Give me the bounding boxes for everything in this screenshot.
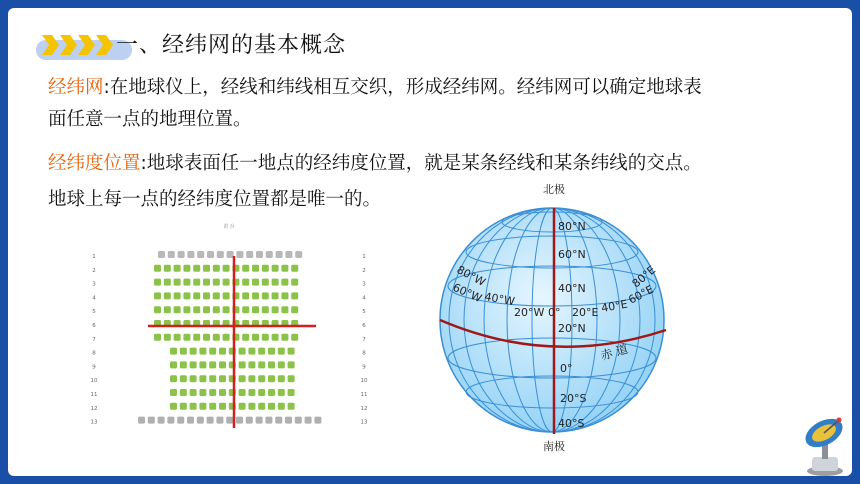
seat [203, 265, 210, 272]
seat [213, 279, 220, 286]
longitude-label: 80°W [454, 263, 488, 289]
seat [291, 306, 298, 313]
seat [262, 292, 269, 299]
seat [183, 279, 190, 286]
row-number: 4 [92, 295, 96, 302]
seat [164, 306, 171, 313]
seat [258, 389, 265, 396]
latitude-label: 60°N [558, 248, 586, 261]
latitude-label: 20°N [558, 322, 586, 335]
seat [246, 251, 253, 258]
row-number: 1 [92, 254, 96, 260]
seat [197, 251, 204, 258]
seat [223, 265, 230, 272]
seat [174, 292, 181, 299]
seat [281, 265, 288, 272]
seat [272, 306, 279, 313]
term-position: 经纬度位置 [48, 153, 141, 174]
seat [281, 292, 288, 299]
seat [248, 348, 255, 355]
seat [199, 361, 206, 368]
seat [213, 306, 220, 313]
seat [219, 348, 226, 355]
row-number: 6 [92, 323, 96, 329]
row-number: 13 [90, 419, 98, 426]
longitude-label: 40°E [600, 297, 629, 315]
seat [180, 389, 187, 396]
row-number: 2 [362, 267, 366, 274]
seat [203, 279, 210, 286]
classroom-seating-diagram [80, 220, 378, 432]
seat [278, 375, 285, 382]
seat [187, 417, 194, 424]
seat [276, 251, 283, 258]
slide [8, 8, 852, 476]
seat [272, 265, 279, 272]
row-number: 12 [90, 405, 98, 412]
seat [183, 265, 190, 272]
seat [209, 348, 216, 355]
seat [239, 389, 246, 396]
seat [217, 251, 224, 258]
latitude-label: 40°N [558, 282, 586, 295]
seat [272, 334, 279, 341]
seat [272, 279, 279, 286]
seat [248, 389, 255, 396]
longitude-label: 60°E [626, 282, 656, 307]
seat [268, 361, 275, 368]
seat [239, 348, 246, 355]
row-number: 8 [362, 350, 366, 357]
seat [213, 265, 220, 272]
seat [164, 279, 171, 286]
seat [207, 251, 214, 258]
seat [288, 361, 295, 368]
seat [193, 265, 200, 272]
row-number: 7 [92, 336, 96, 343]
seat [278, 361, 285, 368]
seat [295, 251, 302, 258]
row-number: 3 [362, 281, 366, 288]
section-header [32, 22, 552, 62]
seat [248, 361, 255, 368]
seat [174, 306, 181, 313]
seat [180, 361, 187, 368]
seat [281, 279, 288, 286]
page-title: 一、经纬网的基本概念 [116, 33, 347, 58]
seat [168, 251, 175, 258]
seat [183, 306, 190, 313]
seat [256, 251, 263, 258]
row-number: 12 [360, 405, 368, 412]
seat [239, 403, 246, 410]
definition-text: :在地球仪上，经线和纬线相互交织，形成经纬网。经纬网可以确定地球表 [103, 77, 702, 98]
seat [219, 389, 226, 396]
seat [193, 306, 200, 313]
seat [239, 361, 246, 368]
seat [252, 306, 259, 313]
seat [219, 361, 226, 368]
seat [219, 375, 226, 382]
definition-text: :地球表面任一地点的经纬度位置，就是某条经线和某条纬线的交点。 [140, 153, 702, 174]
longitude-label: 20°W [514, 306, 545, 319]
seat [209, 403, 216, 410]
longitude-label: 0° [548, 306, 561, 319]
seat [242, 279, 249, 286]
seat [262, 265, 269, 272]
seat [291, 334, 298, 341]
seat [256, 417, 263, 424]
definition-position [48, 148, 702, 180]
seat [199, 403, 206, 410]
seat [154, 306, 161, 313]
seat [288, 403, 295, 410]
seat [154, 279, 161, 286]
seat [193, 334, 200, 341]
latitude-label: 0° [560, 362, 573, 375]
seat [246, 417, 253, 424]
seat [213, 292, 220, 299]
chevron-right-icon [94, 34, 114, 56]
seat [180, 375, 187, 382]
chevron-right-icon [40, 34, 60, 56]
seat [199, 389, 206, 396]
seat [227, 251, 234, 258]
seat [258, 375, 265, 382]
row-number: 4 [362, 295, 366, 302]
chevron-right-icon [76, 34, 96, 56]
seat [154, 265, 161, 272]
seat [164, 334, 171, 341]
seat [178, 251, 185, 258]
seat [291, 265, 298, 272]
latitude-label: 20°S [560, 392, 587, 405]
seat [174, 334, 181, 341]
row-number: 11 [360, 392, 368, 398]
seat [213, 334, 220, 341]
seat [148, 417, 155, 424]
seat [258, 361, 265, 368]
seat [268, 389, 275, 396]
definition-unique: 地球上每一点的经纬度位置都是唯一的。 [48, 189, 382, 210]
seat [190, 348, 197, 355]
seat [174, 265, 181, 272]
seat [223, 279, 230, 286]
seat [314, 417, 321, 424]
definition-graticule [48, 72, 702, 104]
seat [288, 389, 295, 396]
seat [187, 251, 194, 258]
seat [305, 417, 312, 424]
seat [170, 375, 177, 382]
seat [268, 375, 275, 382]
seat [285, 417, 292, 424]
seat [203, 306, 210, 313]
longitude-label: 20°E [572, 306, 599, 319]
seat [164, 265, 171, 272]
seat [209, 361, 216, 368]
seat [203, 292, 210, 299]
seat [262, 306, 269, 313]
seat [291, 292, 298, 299]
longitude-label: 60°W [450, 280, 484, 306]
seat [239, 375, 246, 382]
row-number: 5 [92, 309, 96, 316]
row-number: 3 [92, 281, 96, 288]
seat [242, 306, 249, 313]
seat [281, 334, 288, 341]
seat [223, 334, 230, 341]
seat [242, 265, 249, 272]
seat [252, 265, 259, 272]
satellite-dish-icon [798, 413, 852, 476]
row-number: 6 [362, 323, 366, 329]
seat [262, 334, 269, 341]
south-pole-label: 南极 [543, 440, 565, 453]
definition-continued: 面任意一点的地理位置。 [48, 109, 252, 130]
latitude-label: 40°S [558, 417, 585, 430]
seat [268, 403, 275, 410]
chevron-arrows-icon [40, 34, 112, 56]
row-number: 1 [362, 254, 366, 260]
seat [248, 375, 255, 382]
seat [288, 375, 295, 382]
north-pole-label: 北极 [543, 183, 565, 196]
seat [190, 361, 197, 368]
seat [180, 403, 187, 410]
seat [164, 292, 171, 299]
longitude-label: 80°E [629, 263, 659, 291]
seat [174, 279, 181, 286]
row-number: 13 [360, 419, 368, 426]
seat [252, 334, 259, 341]
seat [203, 334, 210, 341]
longitude-label: 40°W [483, 290, 516, 309]
seat [266, 251, 273, 258]
seat [193, 279, 200, 286]
seat [190, 389, 197, 396]
seat [295, 417, 302, 424]
seat [177, 417, 184, 424]
seat [258, 403, 265, 410]
seat [242, 334, 249, 341]
seat [291, 279, 298, 286]
chevron-right-icon [58, 34, 78, 56]
seat [278, 403, 285, 410]
seat [158, 251, 165, 258]
row-number: 11 [90, 392, 98, 398]
seat [154, 292, 161, 299]
row-number: 9 [92, 364, 96, 371]
seat [154, 334, 161, 341]
podium-label: 讲 台 [223, 224, 235, 230]
seat [197, 417, 204, 424]
seat [170, 348, 177, 355]
seat [262, 279, 269, 286]
seat [190, 375, 197, 382]
seat [183, 292, 190, 299]
row-number: 10 [90, 378, 98, 385]
seat [219, 403, 226, 410]
seat [278, 389, 285, 396]
seat [272, 292, 279, 299]
seat [258, 348, 265, 355]
row-number: 8 [92, 350, 96, 357]
seat [236, 251, 243, 258]
seat [199, 375, 206, 382]
seat [183, 334, 190, 341]
seat [209, 375, 216, 382]
row-number: 9 [362, 364, 366, 371]
seat [207, 417, 214, 424]
seat [170, 361, 177, 368]
row-number: 5 [362, 309, 366, 316]
row-number: 7 [362, 336, 366, 343]
seat [180, 348, 187, 355]
seat [236, 417, 243, 424]
seat [190, 403, 197, 410]
seat [223, 306, 230, 313]
seat [288, 348, 295, 355]
seat [226, 417, 233, 424]
seat [248, 403, 255, 410]
equator-label: 赤 道 [598, 341, 630, 363]
seat [216, 417, 223, 424]
seat [223, 292, 230, 299]
seat [209, 389, 216, 396]
seat [265, 417, 272, 424]
seat [138, 417, 145, 424]
seat [193, 292, 200, 299]
seat [167, 417, 174, 424]
latitude-label: 80°N [558, 220, 586, 233]
globe-graticule-diagram [426, 180, 676, 456]
seat [170, 403, 177, 410]
row-number: 10 [360, 378, 368, 385]
row-number: 2 [92, 267, 96, 274]
seat [275, 417, 282, 424]
seat [158, 417, 165, 424]
term-graticule: 经纬网 [48, 77, 104, 98]
seat [170, 389, 177, 396]
seat [199, 348, 206, 355]
seat [281, 306, 288, 313]
seat [285, 251, 292, 258]
seat [252, 292, 259, 299]
seat [242, 292, 249, 299]
seat-grid [138, 251, 321, 424]
seat [252, 279, 259, 286]
seat [278, 348, 285, 355]
seat [268, 348, 275, 355]
